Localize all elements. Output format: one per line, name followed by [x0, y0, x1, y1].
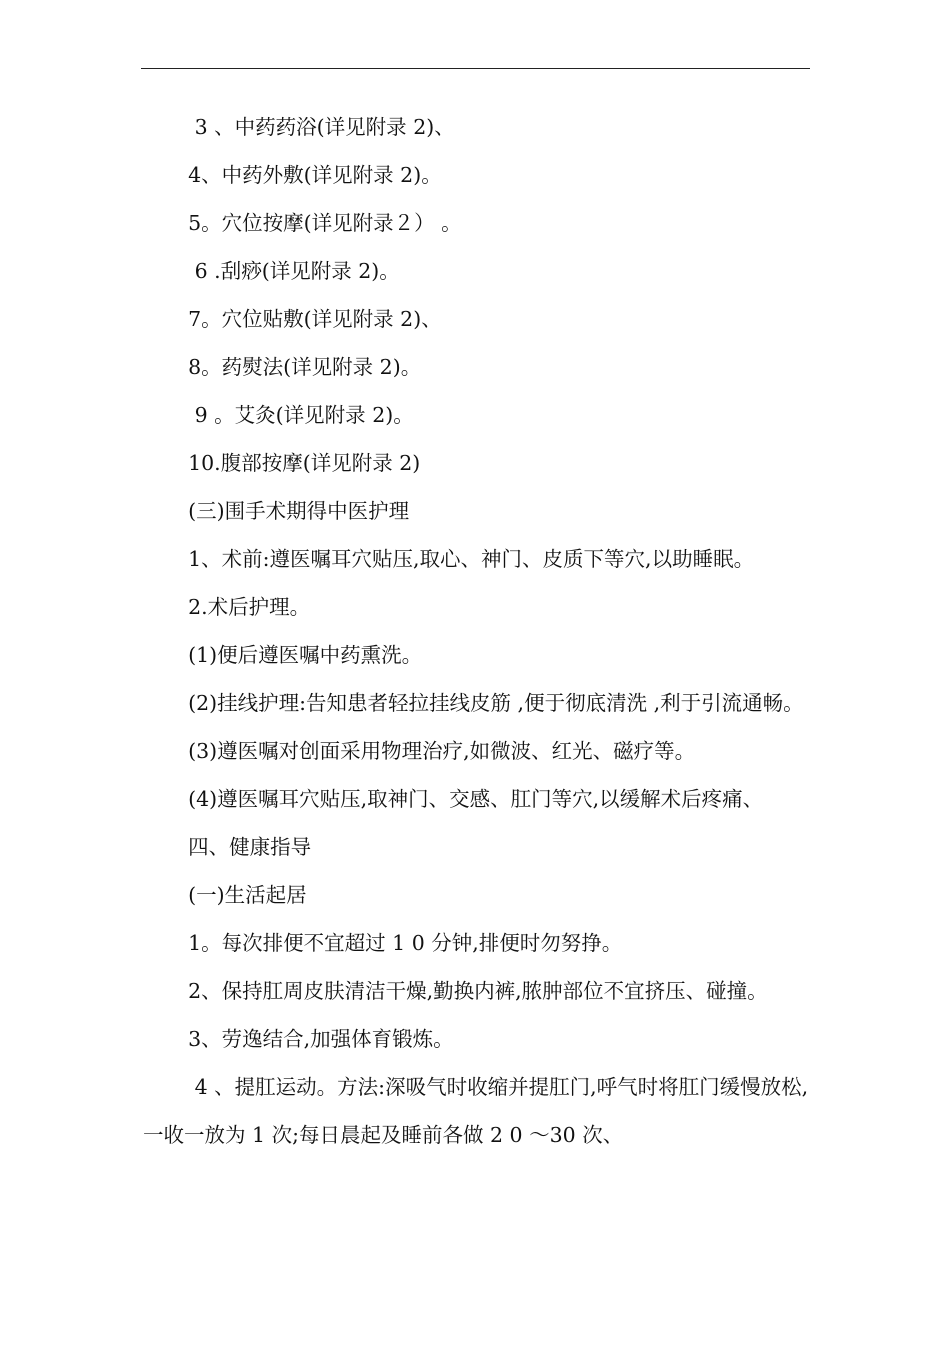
- paragraph: 8。药熨法(详见附录 2)。: [188, 355, 422, 379]
- section-heading: (一)生活起居: [188, 883, 307, 907]
- section-heading: (三)围手术期得中医护理: [188, 499, 410, 523]
- header-rule: [141, 68, 810, 69]
- paragraph: (4)遵医嘱耳穴贴压,取神门、交感、肛门等穴,以缓解术后疼痛、: [188, 787, 764, 811]
- section-heading: 四、健康指导: [188, 835, 312, 859]
- paragraph: (2)挂线护理:告知患者轻拉挂线皮筋 ,便于彻底清洗 ,利于引流通畅。: [188, 691, 804, 715]
- paragraph: (1)便后遵医嘱中药熏洗。: [188, 643, 423, 667]
- paragraph: 5。穴位按摩(详见附录２） 。: [188, 211, 462, 235]
- paragraph: 3、劳逸结合,加强体育锻炼。: [188, 1027, 454, 1051]
- paragraph: 2、保持肛周皮肤清洁干燥,勤换内裤,脓肿部位不宜挤压、碰撞。: [188, 979, 768, 1003]
- paragraph: 1。每次排便不宜超过 1 0 分钟,排便时勿努挣。: [188, 931, 623, 955]
- paragraph: 10.腹部按摩(详见附录 2): [188, 451, 421, 475]
- paragraph: (3)遵医嘱对创面采用物理治疗,如微波、红光、磁疗等。: [188, 739, 696, 763]
- paragraph: 3 、中药药浴(详见附录 2)、: [188, 115, 455, 139]
- paragraph: 7。穴位贴敷(详见附录 2)、: [188, 307, 442, 331]
- paragraph: 2.术后护理。: [188, 595, 311, 619]
- paragraph: 6 .刮痧(详见附录 2)。: [188, 259, 400, 283]
- document-body: [143, 103, 823, 1159]
- paragraph: 4、中药外敷(详见附录 2)。: [188, 163, 442, 187]
- paragraph: 1、术前:遵医嘱耳穴贴压,取心、神门、皮质下等穴,以助睡眠。: [188, 547, 755, 571]
- paragraph: 4 、提肛运动。方法:深吸气时收缩并提肛门,呼气时将肛门缓慢放松,一收一放为 1 次;每日晨起及睡前各做 2 0 ～30 次、: [143, 1075, 809, 1147]
- paragraph: 9 。艾灸(详见附录 2)。: [188, 403, 414, 427]
